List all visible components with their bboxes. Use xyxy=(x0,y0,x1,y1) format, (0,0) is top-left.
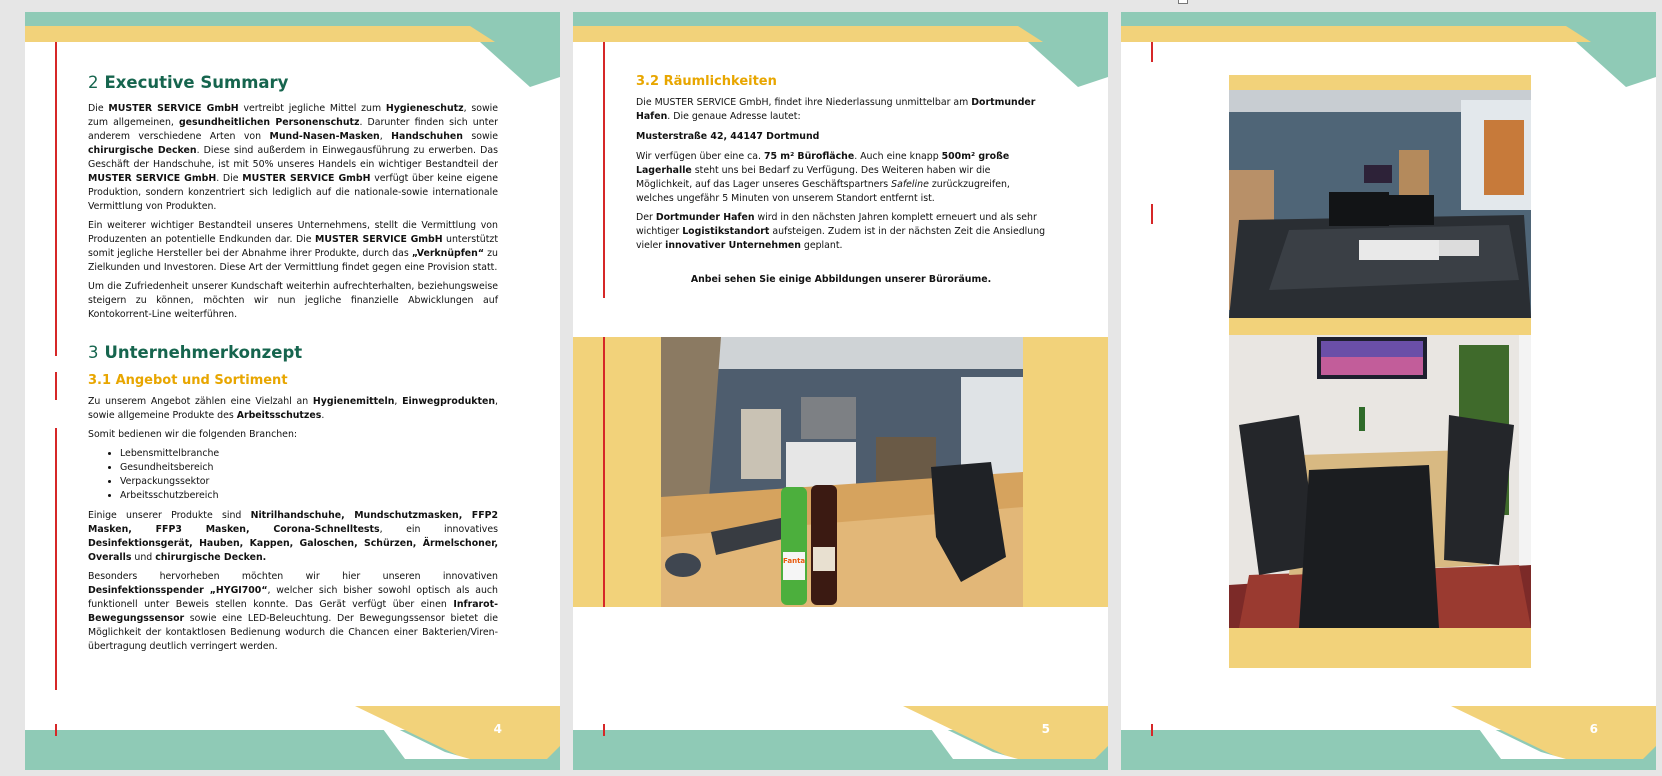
margin-mark xyxy=(55,724,57,736)
page-number: 5 xyxy=(1041,722,1050,736)
paragraph: Der Dortmunder Hafen wird in den nächsten Jahren komplett erneuert und als sehr wichtiger Logistikstandort aufsteigen. Zudem ist in der nächsten Zeit die Ansiedlung vieler innovativer Unternehmen geplant. xyxy=(636,212,1046,251)
meeting-room-photo xyxy=(1229,335,1531,628)
page-number: 4 xyxy=(493,722,502,736)
list-item: • Verpackungssektor xyxy=(120,475,498,489)
section-heading: 3 Unternehmerkonzept xyxy=(88,343,303,362)
margin-mark xyxy=(603,724,605,736)
margin-mark xyxy=(55,42,57,356)
document-page-6 xyxy=(1121,12,1656,770)
margin-mark xyxy=(1151,42,1153,62)
image-caption: Anbei sehen Sie einige Abbildungen unserer Büroräume. xyxy=(690,274,992,285)
list-item: • Lebensmittelbranche xyxy=(120,447,498,461)
subsection-heading: 3.1 Angebot und Sortiment xyxy=(88,373,288,388)
section-heading: 2 Executive Summary xyxy=(88,73,289,92)
page-number: 6 xyxy=(1589,722,1598,736)
subsection-heading: 3.2 Räumlichkeiten xyxy=(636,74,777,89)
address: Musterstraße 42, 44147 Dortmund xyxy=(636,131,820,142)
paragraph: Ein weiterer wichtiger Bestandteil unseres Unternehmens, stellt die Vermittlung von Produzenten an potentielle Endkunden dar. Die MUSTER SERVICE GmbH unterstützt somit jegliche Hersteller bei der Abnahme ihrer Produkte, durch das „Verknüpfen“ zu Zielkunden und Investoren. Diese Art der Vermittlung findet gegen eine Provision statt. xyxy=(88,220,498,273)
paragraph: Die MUSTER SERVICE GmbH, findet ihre Niederlassung unmittelbar am Dortmunder Hafen. Die genaue Adresse lautet: xyxy=(636,97,1036,122)
margin-mark xyxy=(603,42,605,298)
office-photo xyxy=(661,337,1023,607)
margin-mark xyxy=(1151,724,1153,736)
margin-mark xyxy=(55,372,57,400)
paragraph: Um die Zufriedenheit unserer Kundschaft weiterhin aufrechterhalten, beziehungsweise steigern zu können, möchten wir nun jegliche finanzielle Abwicklungen auf Kontokorrent-Line weiterführen. xyxy=(88,281,498,320)
paragraph: Besonders hervorheben möchten wir hier unseren innovativen Desinfektionsspender „HYGI700“, welcher sich bisher sowohl optisch als auch funktionell unter Beweis stellen konnte. Das Gerät verfügt über einen Infrarot-Bewegungssensor sowie eine LED-Beleuchtung. Der Bewegungssensor bietet die Möglichkeit der kontaktlosen Bedienung wodurch die Chancen einer Bakterien/Viren-übertragung deutlich verringert werden. xyxy=(88,571,498,652)
paragraph: Wir verfügen über eine ca. 75 m² Bürofläche. Auch eine knapp 500m² große Lagerhalle steht uns bei Bedarf zu Verfügung. Des Weiteren haben wir die Möglichkeit, auf das Lager unseres Geschäftspartners Safeline zurückzugreifen, welches ungefähr 5 Minuten von unserem Standort entfernt ist. xyxy=(636,151,1010,204)
margin-mark xyxy=(603,337,605,607)
paragraph: Einige unserer Produkte sind Nitrilhandschuhe, Mundschutzmasken, FFP2 Masken, FFP3 Masken, Corona-Schnelltests, ein innovatives Desinfektionsgerät, Hauben, Kappen, Galoschen, Schürzen, Ärmelschoner, Overalls und chirurgische Decken. xyxy=(88,510,498,563)
paragraph: Zu unserem Angebot zählen eine Vielzahl an Hygienemitteln, Einwegprodukten, sowie allgemeine Produkte des Arbeitsschutzes. xyxy=(88,396,498,421)
margin-mark xyxy=(55,428,57,690)
paragraph: Somit bedienen wir die folgenden Branchen: xyxy=(88,429,298,440)
list-item: • Gesundheitsbereich xyxy=(120,461,498,475)
bottle-label: Fanta xyxy=(783,557,806,565)
document-page-5 xyxy=(573,12,1108,770)
document-page-4 xyxy=(25,12,560,770)
checkbox-icon[interactable] xyxy=(1178,0,1188,4)
margin-mark xyxy=(1151,204,1153,224)
paragraph: Die MUSTER SERVICE GmbH vertreibt jegliche Mittel zum Hygieneschutz, sowie zum allgemeinen, gesundheitlichen Personenschutz. Darunter finden sich unter anderem verschiedene Arten von Mund-Nasen-Masken, Handschuhen sowie chirurgische Decken. Diese sind außerdem in Einwegausführung zu erwerben. Das Geschäft der Handschuhe, ist mit 50% unseres Handels ein wichtiger Bestandteil der MUSTER SERVICE GmbH. Die MUSTER SERVICE GmbH verfügt über keine eigene Produktion, sondern konzentriert sich lediglich auf die nationale-sowie internationale Vermittlung von Produkten. xyxy=(88,103,499,212)
branches-list xyxy=(120,447,498,503)
list-item: • Arbeitsschutzbereich xyxy=(120,489,498,503)
office-photo xyxy=(1229,90,1531,318)
